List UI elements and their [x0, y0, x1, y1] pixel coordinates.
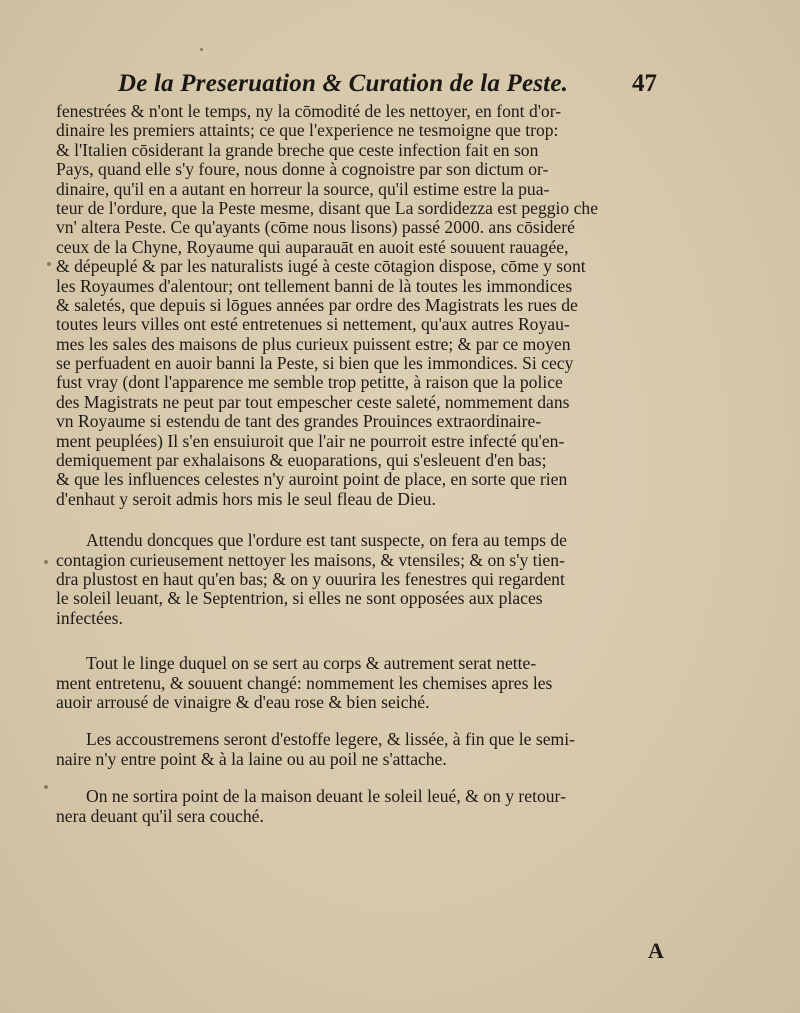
- text-line: & l'Italien cōsiderant la grande breche que ceste infection fait en son: [56, 140, 539, 160]
- text-line: teur de l'ordure, que la Peste mesme, disant que La sordidezza est peggio che: [56, 198, 599, 218]
- page-number: 47: [632, 70, 657, 97]
- text-line: les Royaumes d'alentour; ont tellement banni de là toutes les immondices: [56, 276, 573, 296]
- text-line: Attendu doncques que l'ordure est tant suspecte, on fera au temps de: [86, 531, 567, 551]
- text-line: & dépeuplé & par les naturalists iugé à ceste cōtagion dispose, cōme y sont: [56, 257, 586, 277]
- text-line: infectées.: [56, 608, 123, 628]
- paragraph-2: [56, 531, 666, 628]
- text-line: d'enhaut y seroit admis hors mis le seul fleau de Dieu.: [56, 489, 436, 509]
- text-line: fust vray (dont l'apparence me semble trop petitte, à raison que la police: [56, 373, 563, 393]
- text-line: des Magistrats ne peut par tout empescher ceste saleté, nommement dans: [56, 392, 570, 412]
- text-line: Pays, quand elle s'y foure, nous donne à cognoistre par son dictum or-: [56, 160, 549, 180]
- text-line: & saletés, que depuis si lōgues années par ordre des Magistrats les rues de: [56, 295, 578, 315]
- text-line: dinaire les premiers attaints; ce que l'experience ne tesmoigne que trop:: [56, 121, 559, 141]
- text-line: se perfuadent en auoir banni la Peste, si bien que les immondices. Si cecy: [56, 354, 574, 374]
- text-line: contagion curieusement nettoyer les maisons, & vtensiles; & on s'y tien-: [56, 550, 565, 570]
- text-line: fenestrées & n'ont le temps, ny la cōmodité de les nettoyer, en font d'or-: [56, 102, 562, 121]
- text-line: dinaire, qu'il en a autant en horreur la source, qu'il estime estre la pua-: [56, 179, 550, 199]
- text-line: & que les influences celestes n'y auroint point de place, en sorte que rien: [56, 470, 568, 490]
- body-text: [56, 102, 666, 844]
- running-title: De la Preseruation & Curation de la Peste.: [118, 70, 569, 97]
- signature-mark: A: [648, 938, 664, 963]
- paragraph-4: [56, 730, 666, 769]
- text-line: vn Royaume si estendu de tant des grandes Prouinces extraordinaire-: [56, 412, 542, 432]
- page-header: [118, 70, 663, 104]
- text-line: nera deuant qu'il sera couché.: [56, 806, 264, 826]
- ink-speck: [44, 560, 48, 564]
- paragraph-3: [56, 654, 666, 712]
- text-line: auoir arrousé de vinaigre & d'eau rose & bien seiché.: [56, 692, 430, 712]
- ink-speck: [44, 785, 48, 789]
- paragraph-1: [56, 102, 666, 509]
- text-line: toutes leurs villes ont esté entretenues si nettement, qu'aux autres Royau-: [56, 315, 570, 335]
- ink-speck: [200, 48, 203, 51]
- text-line: dra plustost en haut qu'en bas; & on y ouurira les fenestres qui regardent: [56, 569, 565, 589]
- text-line: le soleil leuant, & le Septentrion, si elles ne sont opposées aux places: [56, 589, 543, 609]
- paragraph-5: [56, 787, 666, 826]
- text-line: On ne sortira point de la maison deuant le soleil leué, & on y retour-: [86, 787, 566, 807]
- ink-speck: [47, 262, 51, 266]
- text-line: demiquement par exhalaisons & euoparations, qui s'esleuent d'en bas;: [56, 451, 547, 471]
- text-line: ment entretenu, & souuent changé: nommement les chemises apres les: [56, 673, 553, 693]
- text-line: vn' altera Peste. Ce qu'ayants (cōme nous lisons) passé 2000. ans cōsideré: [56, 218, 575, 238]
- text-line: ceux de la Chyne, Royaume qui auparauāt en auoit esté souuent rauagée,: [56, 237, 569, 257]
- text-line: naire n'y entre point & à la laine ou au poil ne s'attache.: [56, 749, 447, 769]
- text-line: ment peuplées) Il s'en ensuiuroit que l'air ne pourroit estre infecté qu'en-: [56, 431, 565, 451]
- text-line: mes les sales des maisons de plus curieux puissent estre; & par ce moyen: [56, 334, 571, 354]
- text-line: Les accoustremens seront d'estoffe legere, & lissée, à fin que le semi-: [86, 730, 575, 750]
- text-line: Tout le linge duquel on se sert au corps & autrement serat nette-: [86, 654, 537, 674]
